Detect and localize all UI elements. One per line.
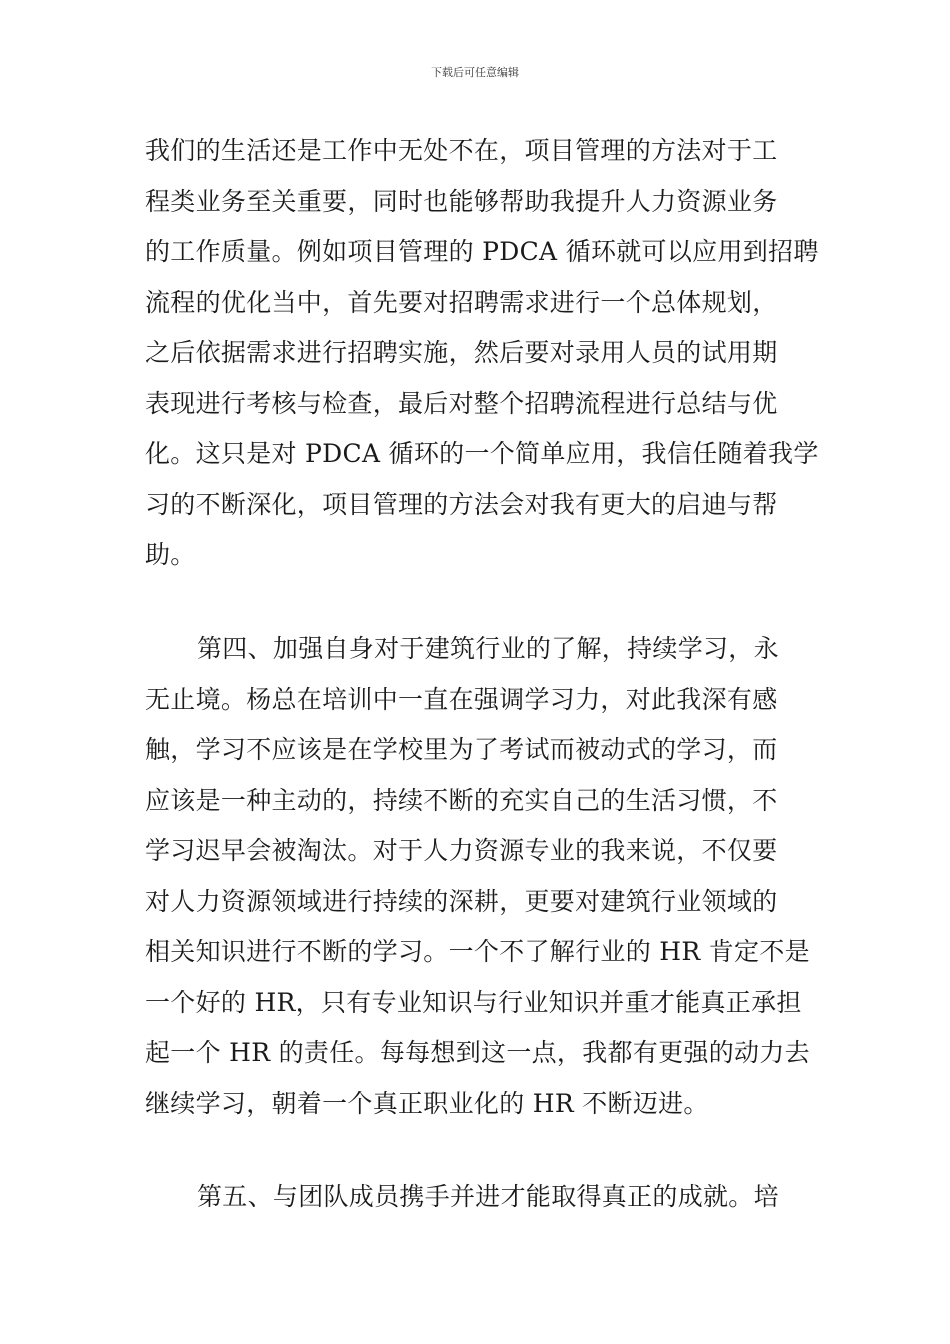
paragraph-project-management [145, 126, 819, 581]
text-line: 学习迟早会被淘汰。对于人力资源专业的我来说，不仅要 [145, 836, 778, 865]
paragraph-fifth-point [145, 1172, 810, 1223]
text-line: 习的不断深化，项目管理的方法会对我有更大的启迪与帮 [145, 489, 778, 519]
text-line: 助。 [145, 540, 196, 569]
text-line: 化。这只是对 PDCA 循环的一个简单应用，我信任随着我学 [145, 439, 819, 468]
text-line: 之后依据需求进行招聘实施，然后要对录用人员的试用期 [145, 338, 778, 367]
text-line: 无止境。杨总在培训中一直在强调学习力，对此我深有感 [145, 684, 778, 714]
page-header-caption: 下载后可任意编辑 [431, 66, 519, 79]
text-line: 应该是一种主动的，持续不断的充实自己的生活习惯，不 [145, 785, 778, 815]
paragraph-fourth-point [145, 624, 810, 1129]
text-line: 起一个 HR 的责任。每每想到这一点，我都有更强的动力去 [145, 1038, 810, 1067]
text-line-indented: 第五、与团队成员携手并进才能取得真正的成就。培 [197, 1182, 779, 1211]
text-line: 继续学习，朝着一个真正职业化的 HR 不断迈进。 [145, 1088, 709, 1118]
text-line: 我们的生活还是工作中无处不在，项目管理的方法对于工 [145, 136, 778, 165]
text-line: 对人力资源领域进行持续的深耕，更要对建筑行业领域的 [145, 886, 778, 916]
text-line: 程类业务至关重要，同时也能够帮助我提升人力资源业务 [145, 186, 778, 216]
text-line: 表现进行考核与检查，最后对整个招聘流程进行总结与优 [145, 388, 778, 418]
text-line: 相关知识进行不断的学习。一个不了解行业的 HR 肯定不是 [145, 937, 810, 966]
text-line: 一个好的 HR，只有专业知识与行业知识并重才能真正承担 [145, 987, 802, 1017]
text-line: 流程的优化当中，首先要对招聘需求进行一个总体规划， [145, 287, 778, 317]
text-line-indented: 第四、加强自身对于建筑行业的了解，持续学习，永 [197, 634, 779, 663]
text-line: 触，学习不应该是在学校里为了考试而被动式的学习，而 [145, 735, 778, 764]
text-line: 的工作质量。例如项目管理的 PDCA 循环就可以应用到招聘 [145, 237, 819, 266]
